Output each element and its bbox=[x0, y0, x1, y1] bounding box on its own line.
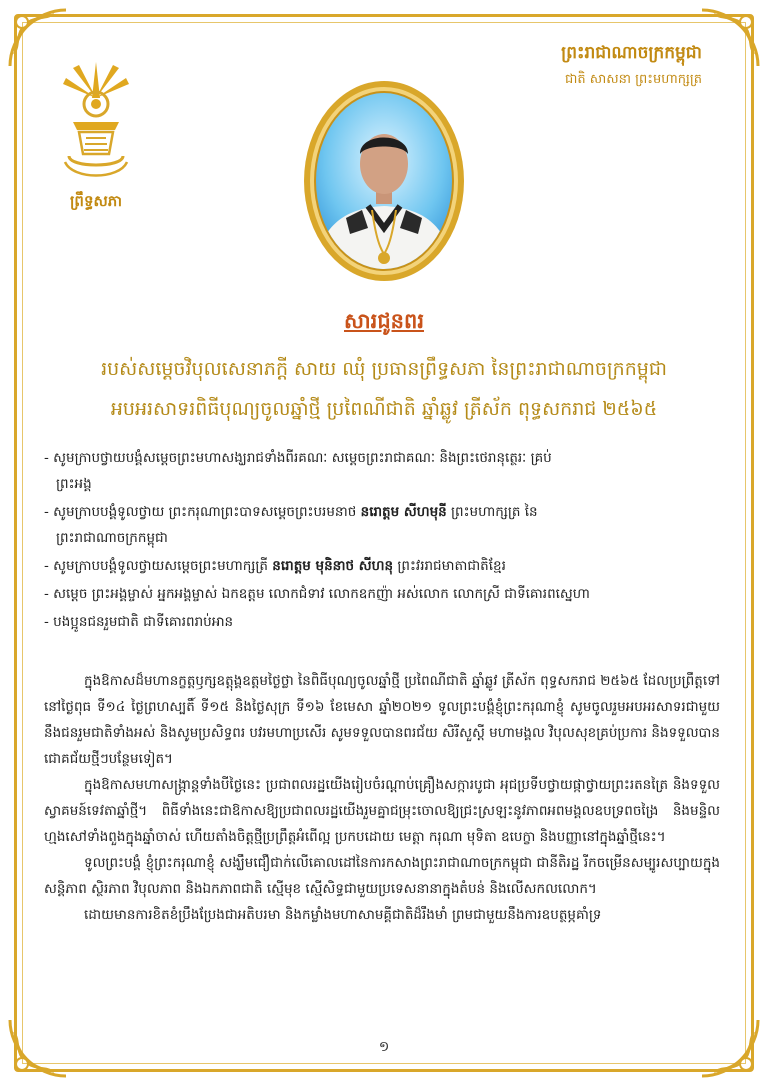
portrait bbox=[302, 78, 466, 284]
body-paragraph: ទូលព្រះបង្គំ ខ្ញុំព្រះករុណាខ្ញុំ សង្ឃឹមជឿជាក់លើគោលដៅនៃការកសាងព្រះរាជាណាចក្រកម្ពុជា ជានីតិរដ្ឋ រីកចម្រើនសម្បូរសប្បាយក្នុងសន្តិភាព ស្ថិរភាព វិបុលភាព និងឯកភាពជាតិ ស្មើមុខ ស្មើសិទ្ធជាមួយប្រទេសនានាក្នុងតំបន់ និងលើសកលលោក។ bbox=[44, 855, 720, 897]
body-paragraph: ក្នុងឱកាសមហាសង្ក្រាន្តទាំងបីថ្ងៃនេះ ប្រជាពលរដ្ឋយើងរៀបចំរណ្តាប់គ្រឿងសក្ការបូជា អុជប្រទីបថ្វាយផ្កាថ្វាយព្រះរតនត្រៃ និងទទួលស្វាគមន៍ទេវតាឆ្នាំថ្មី។ ពិធីទាំងនេះជាឱកាសឱ្យប្រជាពលរដ្ឋយើងរួមគ្នាជម្រុះចោលឱ្យជ្រះស្រឡះនូវភាពអពមង្គលឧបទ្រពចង្រៃ និងមន្ទិលហ្មងសៅទាំងពួងក្នុងឆ្នាំចាស់ ហើយតាំងចិត្តថ្មីប្រព្រឹត្តអំពើល្អ ប្រកបដោយ មេត្តា ករុណា មុទិតា ឧបេក្ខា និងបញ្ញានៅក្នុងឆ្នាំថ្មីនេះ។ bbox=[44, 777, 720, 845]
kingdom-header bbox=[561, 42, 702, 90]
senate-emblem bbox=[56, 58, 136, 214]
senate-emblem-icon bbox=[59, 58, 133, 188]
subtitle-line-1: របស់សម្តេចវិបុលសេនាភក្តី សាយ ឈុំ ប្រធានព្រឹទ្ធសភា នៃព្រះរាជាណាចក្រកម្ពុជា bbox=[101, 358, 667, 380]
salutation-item: - សម្តេច ព្រះអង្គម្ចាស់ អ្នកអង្គម្ចាស់ ឯកឧត្តម លោកជំទាវ លោកឧកញ៉ា អស់លោក លោកស្រី ជាទីគោរពស្នេហា bbox=[44, 586, 590, 602]
document-title: សារជូនពរ bbox=[344, 309, 424, 333]
emblem-label: ព្រឹទ្ធសភា bbox=[69, 192, 123, 210]
salutation-item: - បងប្អូនជនរួមជាតិ ជាទីគោរពរាប់អាន bbox=[44, 614, 234, 630]
portrait-image bbox=[302, 78, 466, 284]
kingdom-name: ព្រះរាជាណាចក្រកម្ពុជា bbox=[561, 43, 702, 63]
salutation-list bbox=[44, 445, 720, 637]
body-paragraph: ក្នុងឱកាសដ៏មហានក្ខត្តឫក្សឧត្តុង្គឧត្តមថ្ងៃថ្លា នៃពិធីបុណ្យចូលឆ្នាំថ្មី ប្រពៃណីជាតិ ឆ្នាំឆ្លូវ ត្រីស័ក ពុទ្ធសករាជ ២៥៦៥ ដែលប្រព្រឹត្តទៅនៅថ្ងៃពុធ ទី១៤ ថ្ងៃព្រហស្បតិ៍ ទី១៥ និងថ្ងៃសុក្រ ទី១៦ ខែមេសា ឆ្នាំ២០២១ ទូលព្រះបង្គំខ្ញុំព្រះករុណាខ្ញុំ សូមចូលរួមអបអរសាទរជាមួយនឹងជនរួមជាតិទាំងអស់ និងសូមប្រសិទ្ធពរ បវរមហាប្រសើរ សូមទទួលបានពរជ័យ សិរីសួស្តី មហាមង្គល វិបុលសុខគ្រប់ប្រការ និងទទួលបានជោគជ័យថ្មីៗបន្ថែមទៀត។ bbox=[44, 673, 720, 767]
salutation-item: - សូមក្រាបបង្គំទូលថ្វាយ ព្រះករុណាព្រះបាទសម្តេចព្រះបរមនាថ នរោត្តម សីហមុនី ព្រះមហាក្សត្រ នៃ ព្រះរាជាណាចក្រកម្ពុជា bbox=[44, 504, 538, 546]
salutation-item: - សូមក្រាបបង្គំទូលថ្វាយសម្តេចព្រះមហាក្សត្រី នរោត្តម មុនិនាថ សីហនុ ព្រះវររាជមាតាជាតិខ្មែរ bbox=[44, 558, 506, 574]
national-motto: ជាតិ សាសនា ព្រះមហាក្សត្រ bbox=[565, 72, 702, 87]
page-number: ១ bbox=[378, 1039, 390, 1055]
salutation-item: - សូមក្រាបថ្វាយបង្គំសម្តេចព្រះមហាសង្ឃរាជទាំងពីរគណៈ សម្តេចព្រះរាជាគណៈ និងព្រះថេរានុត្ថេរៈ គ្រប់ ព្រះអង្គ bbox=[44, 450, 552, 492]
corner-ornament-icon bbox=[698, 6, 762, 70]
body-paragraph: ដោយមានការខិតខំប្រឹងប្រែងជាអតិបរមា និងកម្លាំងមហាសាមគ្គីជាតិដ៏រឹងមាំ ព្រមជាមួយនឹងការឧបត្ថម្ភគាំទ្រ bbox=[84, 907, 602, 923]
subtitle-line-2: អបអរសាទរពិធីបុណ្យចូលឆ្នាំថ្មី ប្រពៃណីជាតិ ឆ្នាំឆ្លូវ ត្រីស័ក ពុទ្ធសករាជ ២៥៦៥ bbox=[110, 398, 658, 420]
message-body bbox=[44, 668, 720, 928]
